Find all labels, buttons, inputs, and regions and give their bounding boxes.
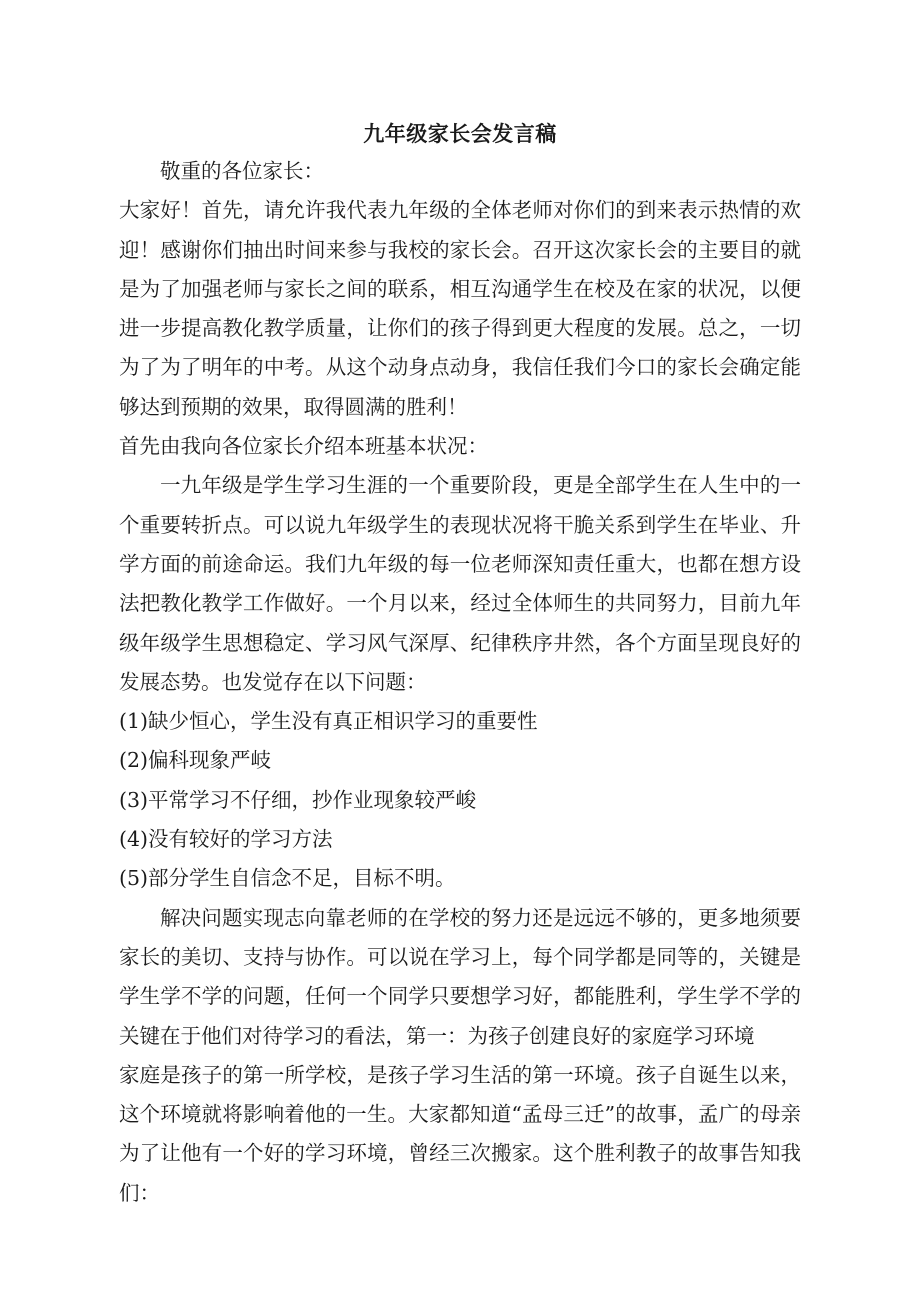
problem-item: (2)偏科现象严岐 — [119, 748, 272, 773]
paragraph-solution: 解决问题实现志向靠老师的在学校的努力还是远远不够的，更多地须要家长的美切、支持与协作。可以说在学习上，每个同学都是同等的，关键是学生学不学的问题，任何一个同学只要想学习好，都能胜利，学生学不学的关键在于他们对待学习的看法，第一：为孩子创建良好的家庭学习环境 — [119, 905, 801, 1048]
paragraph-intro: 首先由我向各位家长介绍本班基本状况： — [119, 434, 488, 459]
salutation: 敬重的各位家长： — [160, 159, 324, 183]
paragraph-family: 家庭是孩子的第一所学校，是孩子学习生活的第一环境。孩子自诞生以来，这个环境就将影响着他的一生。大家都知道“孟母三迁”的故事，孟广的母亲为了让他有一个好的学习环境，曾经三次搬家。这个胜利教子的故事告知我们： — [119, 1062, 801, 1205]
problem-item: (5)部分学生自信念不足，目标不明。 — [119, 866, 456, 891]
problem-item: (1)缺少恒心，学生没有真正相识学习的重要性 — [119, 709, 538, 734]
problem-item: (3)平常学习不仔细，抄作业现象较严峻 — [119, 787, 477, 812]
problem-item: (4)没有较好的学习方法 — [119, 827, 333, 852]
paragraph-welcome: 大家好！首先，请允许我代表九年级的全体老师对你们的到来表示热情的欢迎！感谢你们抽出时间来参与我校的家长会。召开这次家长会的主要目的就是为了加强老师与家长之间的联系，相互沟通学生在校及在家的状况，以便进一步提高教化教学质量，让你们的孩子得到更大程度的发展。总之，一切为了为了明年的中考。从这个动身点动身，我信任我们今口的家长会确定能够达到预期的效果，取得圆满的胜利！ — [119, 198, 801, 419]
paragraph-situation: 一九年级是学生学习生涯的一个重要阶段，更是全部学生在人生中的一个重要转折点。可以说九年级学生的表现状况将干脆关系到学生在毕业、升学方面的前途命运。我们九年级的每一位老师深知责任重大，也都在想方设法把教化教学工作做好。一个月以来，经过全体师生的共同努力，目前九年级年级学生思想稳定、学习风气深厚、纪律秩序井然，各个方面呈现良好的发展态势。也发觉存在以下问题： — [119, 473, 801, 694]
document-body — [119, 152, 801, 1213]
document-title: 九年级家长会发言稿 — [363, 121, 557, 146]
